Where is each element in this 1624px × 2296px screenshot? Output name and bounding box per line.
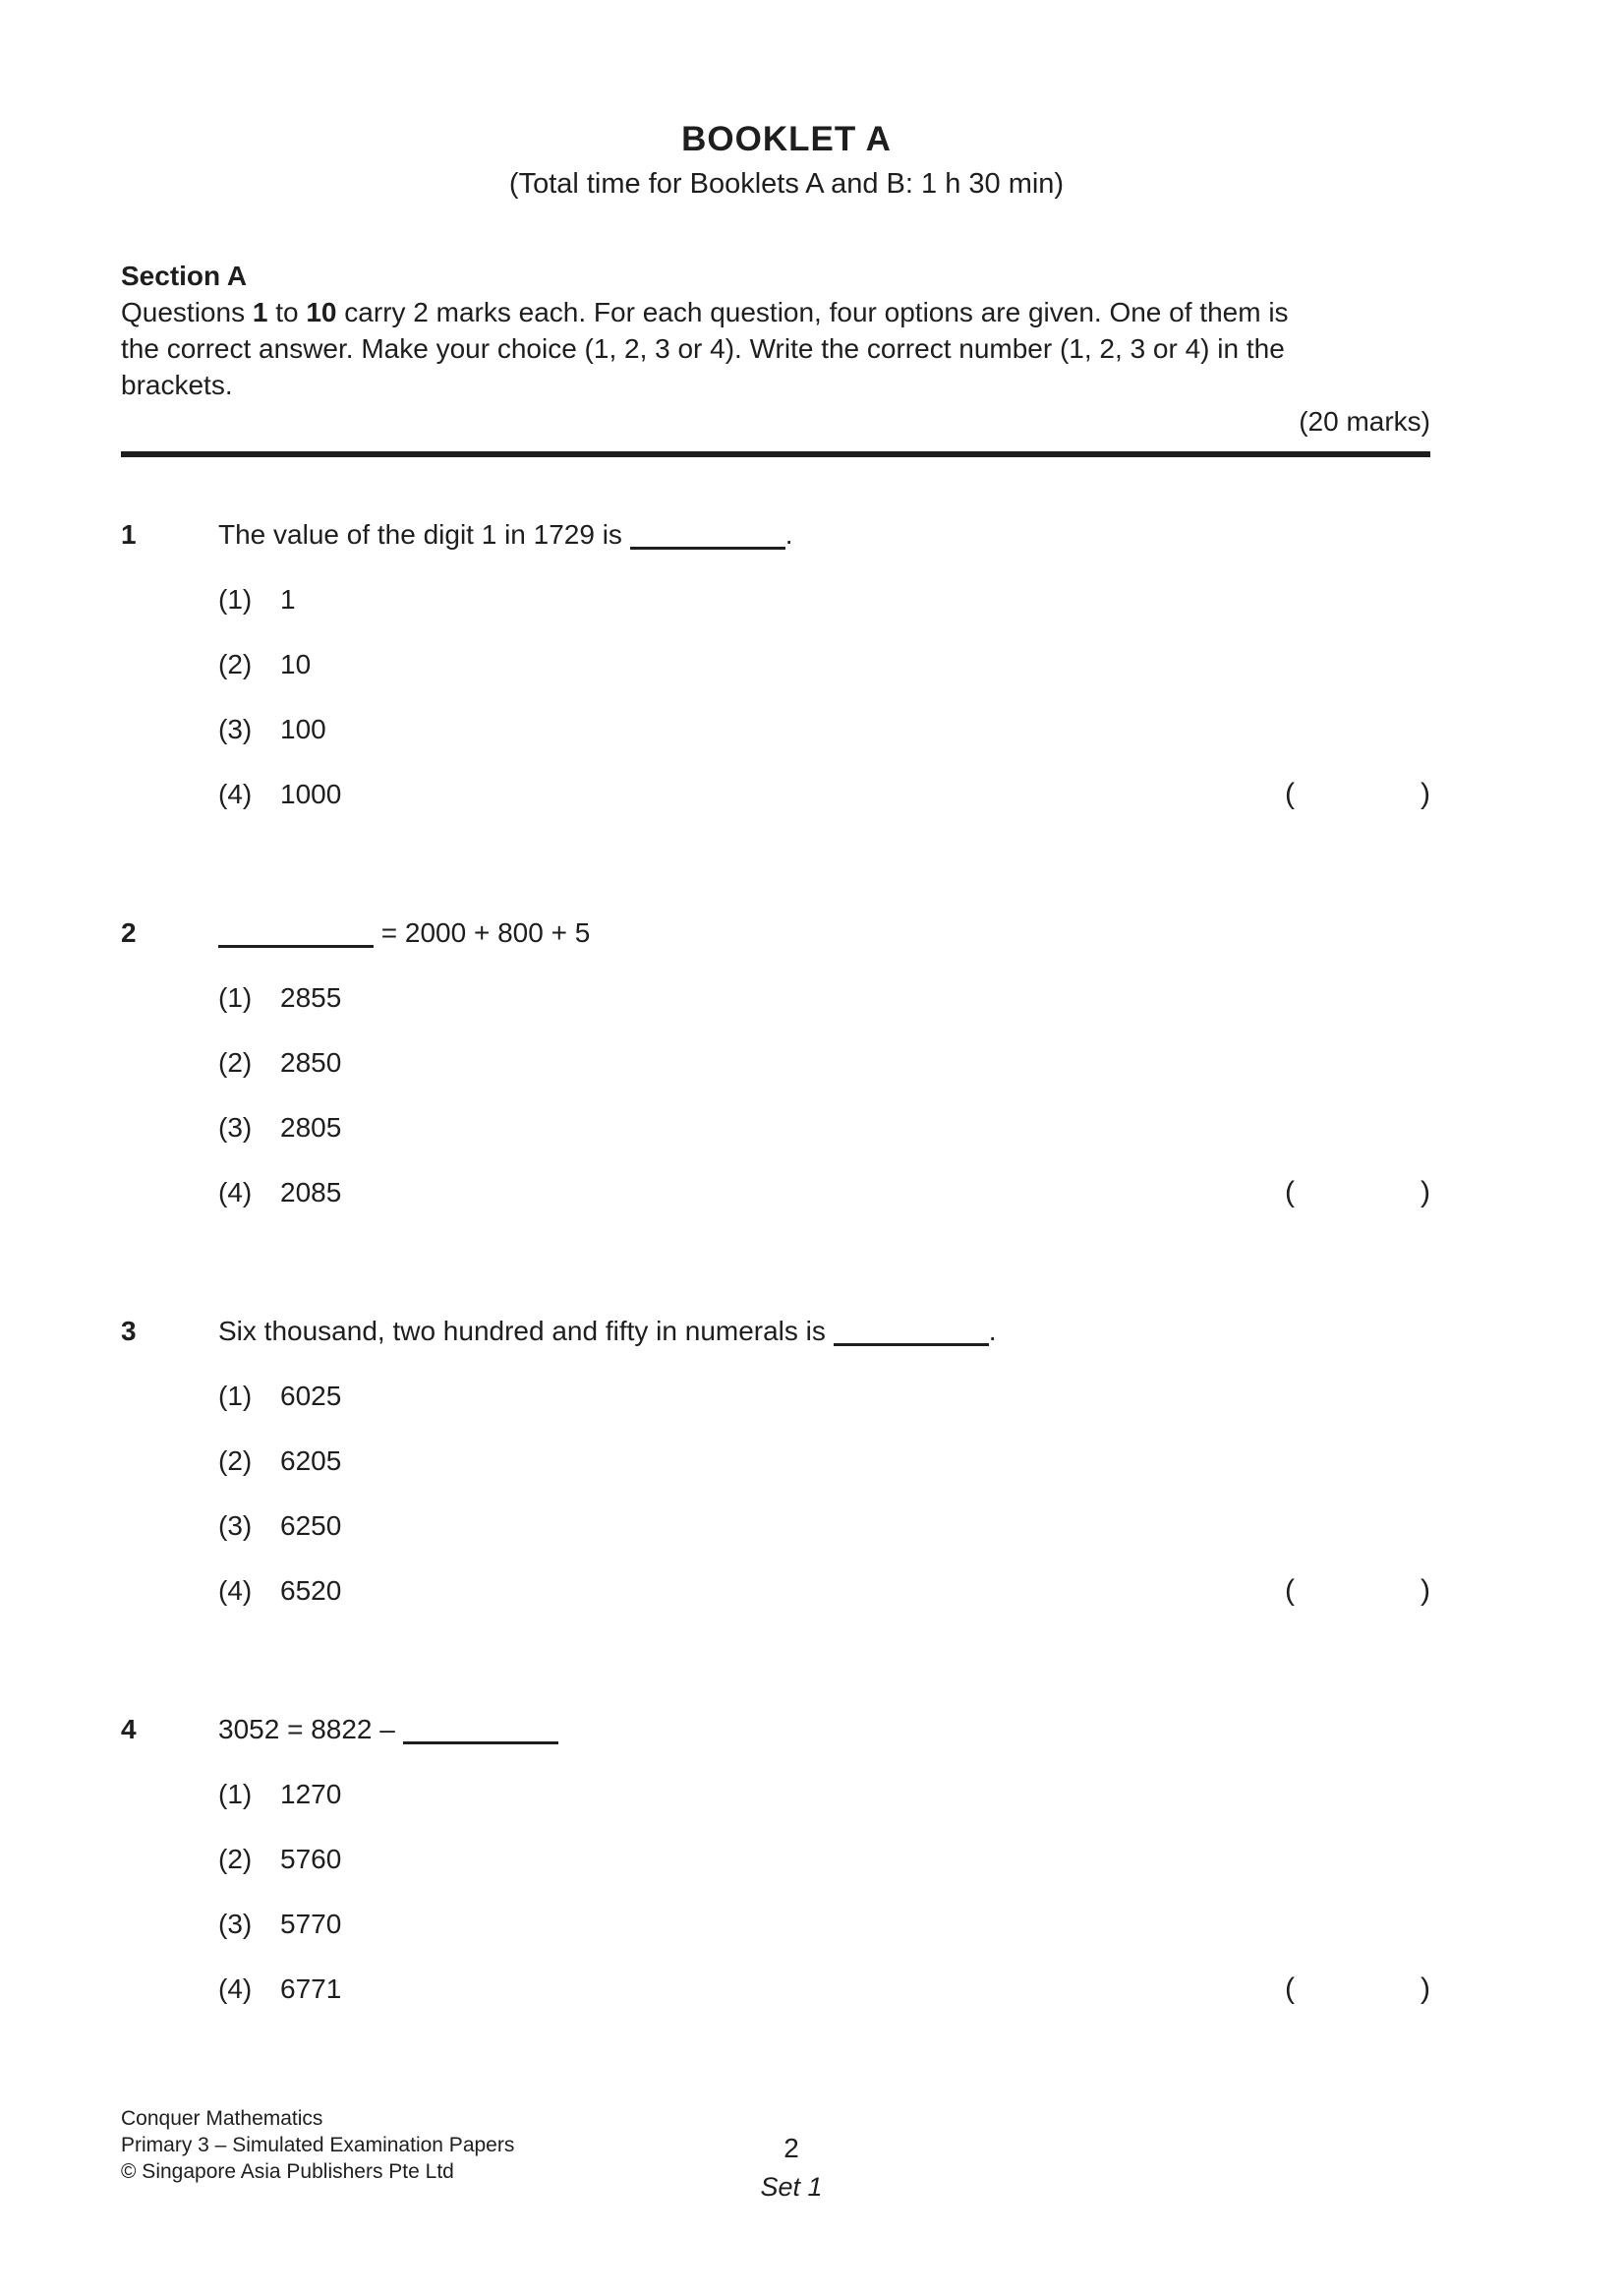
close-bracket: )	[1421, 1176, 1430, 1208]
answer-blank	[630, 525, 785, 550]
option-label: (3)	[218, 1909, 253, 1939]
prompt-pre: 3052 = 8822 –	[218, 1714, 403, 1744]
option-label: (2)	[218, 1047, 253, 1078]
option-row	[218, 1174, 1430, 1210]
close-bracket: )	[1421, 1972, 1430, 2005]
option-value: 2085	[280, 1177, 342, 1207]
prompt-post: .	[988, 1316, 997, 1346]
option-row	[218, 1971, 1430, 2007]
option-row	[218, 581, 1430, 618]
option-row	[218, 1044, 1430, 1081]
option-row	[218, 1507, 1430, 1544]
option-value: 6250	[280, 1510, 342, 1541]
prompt-pre: The value of the digit 1 in 1729 is	[218, 519, 630, 550]
option-value: 1270	[280, 1779, 342, 1809]
answer-blank	[218, 923, 374, 948]
option-value: 5760	[280, 1844, 342, 1874]
booklet-title: BOOKLET A	[681, 120, 892, 158]
question-prompt-row	[121, 516, 1430, 553]
question-prompt-row	[121, 1313, 1430, 1349]
instruction-bold-number: 1	[252, 297, 268, 327]
instruction-text: to	[267, 297, 307, 327]
instruction-line-3: brackets.	[121, 370, 233, 400]
prompt-post: .	[784, 519, 793, 550]
question-prompt-row	[121, 1711, 1430, 1747]
question-2	[121, 914, 1430, 1210]
close-bracket: )	[1421, 778, 1430, 810]
answer-brackets	[1285, 776, 1430, 812]
prompt-post: = 2000 + 800 + 5	[374, 917, 591, 948]
instruction-bold-number: 10	[306, 297, 337, 327]
page-content	[121, 258, 1430, 2109]
instruction-text: Questions	[121, 297, 253, 327]
option-label: (4)	[218, 779, 253, 809]
option-label: (3)	[218, 714, 253, 744]
credit-line-3: © Singapore Asia Publishers Pte Ltd	[121, 2160, 454, 2183]
credit-line-2: Primary 3 – Simulated Examination Papers	[121, 2134, 515, 2156]
answer-blank	[403, 1720, 558, 1744]
option-row	[218, 776, 1430, 812]
option-row	[218, 1841, 1430, 1877]
option-row	[218, 646, 1430, 682]
section-divider	[121, 451, 1430, 457]
question-number: 3	[121, 1316, 137, 1346]
option-label: (3)	[218, 1112, 253, 1143]
option-value: 10	[280, 649, 312, 679]
option-row	[218, 1572, 1430, 1609]
option-label: (1)	[218, 982, 253, 1013]
instruction-line-1	[121, 294, 1430, 330]
page-number: 2	[783, 2133, 799, 2163]
option-row	[218, 979, 1430, 1016]
question-number: 2	[121, 917, 137, 948]
section-heading: Section A	[121, 261, 248, 291]
open-bracket: (	[1285, 1574, 1295, 1607]
option-value: 1000	[280, 779, 342, 809]
question-prompt	[218, 1711, 558, 1747]
booklet-subtitle: (Total time for Booklets A and B: 1 h 30 min)	[508, 168, 1065, 200]
open-bracket: (	[1285, 1176, 1295, 1208]
question-number: 1	[121, 519, 137, 550]
option-row	[218, 1906, 1430, 1942]
option-value: 6520	[280, 1575, 342, 1606]
question-number: 4	[121, 1714, 137, 1744]
option-value: 2805	[280, 1112, 342, 1143]
option-value: 100	[280, 714, 326, 744]
question-3	[121, 1313, 1430, 1609]
option-label: (1)	[218, 584, 253, 615]
option-value: 2850	[280, 1047, 342, 1078]
page-header	[0, 120, 1573, 203]
option-value: 6025	[280, 1381, 342, 1411]
open-bracket: (	[1285, 1972, 1295, 2005]
option-label: (3)	[218, 1510, 253, 1541]
set-label: Set 1	[760, 2172, 823, 2202]
close-bracket: )	[1421, 1574, 1430, 1607]
option-value: 6205	[280, 1445, 342, 1476]
option-row	[218, 1109, 1430, 1146]
question-prompt	[218, 1313, 996, 1349]
option-value: 5770	[280, 1909, 342, 1939]
question-1	[121, 516, 1430, 812]
option-label: (2)	[218, 1844, 253, 1874]
question-prompt-row	[121, 914, 1430, 951]
answer-brackets	[1285, 1971, 1430, 2007]
option-label: (2)	[218, 649, 253, 679]
option-label: (4)	[218, 1575, 253, 1606]
prompt-pre: Six thousand, two hundred and fifty in numerals is	[218, 1316, 834, 1346]
question-4	[121, 1711, 1430, 2007]
answer-brackets	[1285, 1572, 1430, 1609]
option-row	[218, 1442, 1430, 1479]
answer-blank	[834, 1322, 989, 1346]
option-value: 2855	[280, 982, 342, 1013]
option-value: 1	[280, 584, 296, 615]
footer-page-info	[0, 2134, 1583, 2202]
option-value: 6771	[280, 1973, 342, 2004]
option-row	[218, 1776, 1430, 1812]
option-label: (4)	[218, 1973, 253, 2004]
question-list	[121, 516, 1430, 2007]
question-prompt	[218, 914, 590, 951]
credit-line-1: Conquer Mathematics	[121, 2107, 323, 2130]
instruction-text: carry 2 marks each. For each question, four options are given. One of them is	[336, 297, 1289, 327]
option-label: (1)	[218, 1779, 253, 1809]
open-bracket: (	[1285, 778, 1295, 810]
option-label: (1)	[218, 1381, 253, 1411]
instruction-line-2: the correct answer. Make your choice (1, 2, 3 or 4). Write the correct number (1, 2, 3 or 4) in the	[121, 333, 1285, 364]
marks-label: (20 marks)	[1299, 406, 1430, 437]
option-row	[218, 711, 1430, 747]
option-label: (2)	[218, 1445, 253, 1476]
question-prompt	[218, 516, 793, 553]
option-row	[218, 1378, 1430, 1414]
option-label: (4)	[218, 1177, 253, 1207]
answer-brackets	[1285, 1174, 1430, 1210]
